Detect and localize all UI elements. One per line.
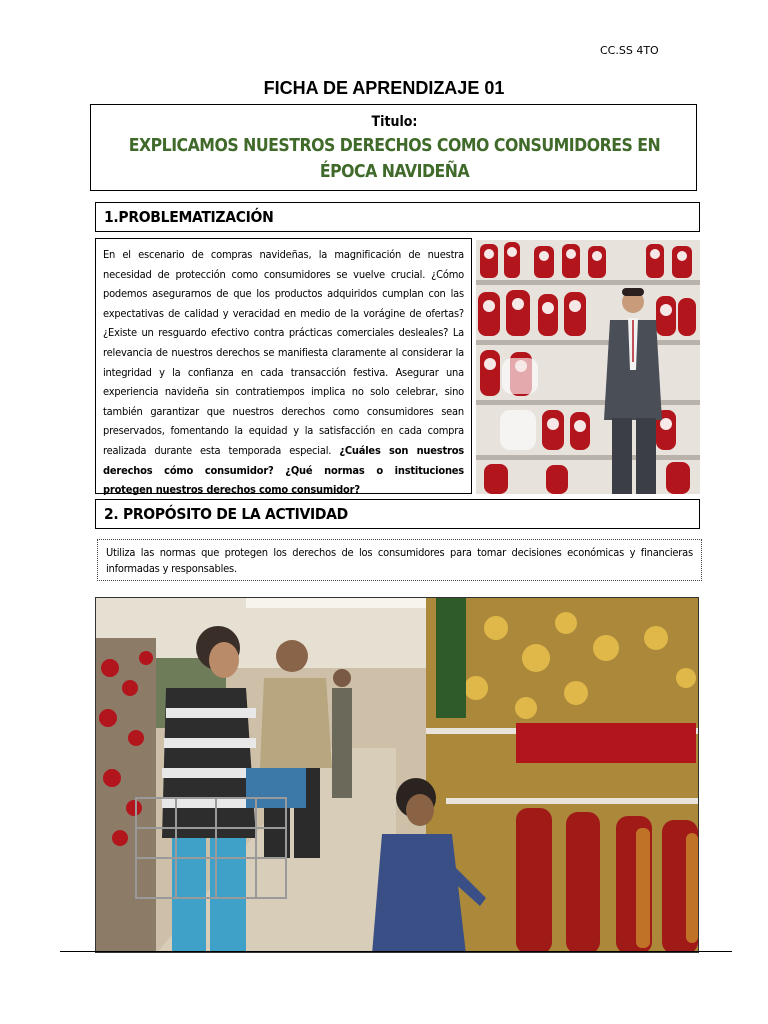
purpose-text-box	[97, 539, 702, 581]
problem-questions: ¿Cuáles son nuestros derechos cómo consumidor? ¿Qué normas o instituciones protegen nuestros derechos como consumidor?	[103, 443, 464, 497]
problem-text-box	[95, 238, 472, 497]
title-box	[90, 104, 697, 191]
title-label: Titulo:	[371, 114, 418, 130]
purpose-text: Utiliza las normas que protegen los derechos de los consumidores para tomar decisiones económicas y financieras informadas y responsables.	[106, 546, 693, 575]
problem-paragraph: En el escenario de compras navideñas, la magnificación de nuestra necesidad de protección como consumidores se vuelve crucial. ¿Cómo podemos asegurarnos de que los productos adquiridos cumplan con las expectativas de calidad y veracidad en medio de la vorágine de ofertas? ¿Existe un resguardo efectivo contra prácticas comerciales desleales? La relevancia de nuestros derechos se manifiesta claramente al considerar la integridad y la confianza en cada transacción festiva. Asegurar una experiencia navideña sin contratiempos implica no solo celebrar, sino también garantizar que nuestros derechos como consumidores sean preservados, fomentando la equidad y la satisfacción en cada compra realizada durante esta temporada especial.	[103, 248, 464, 457]
footer-divider	[60, 951, 732, 952]
section-heading-text: 1.PROBLEMATIZACIÓN	[104, 208, 274, 226]
christmas-shelves-photo	[476, 240, 700, 494]
page-title: FICHA DE APRENDIZAJE 01	[263, 78, 505, 98]
supermarket-photo	[96, 598, 699, 953]
lesson-title: EXPLICAMOS NUESTROS DERECHOS COMO CONSUMIDORES EN ÉPOCA NAVIDEÑA	[128, 136, 661, 182]
store-photo-family	[95, 597, 699, 953]
section-heading-problematizacion	[95, 202, 700, 232]
course-label: CC.SS 4TO	[600, 44, 659, 57]
section-heading-proposito	[95, 499, 700, 529]
section-heading-text: 2. PROPÓSITO DE LA ACTIVIDAD	[104, 505, 348, 523]
store-photo-man	[476, 240, 700, 494]
